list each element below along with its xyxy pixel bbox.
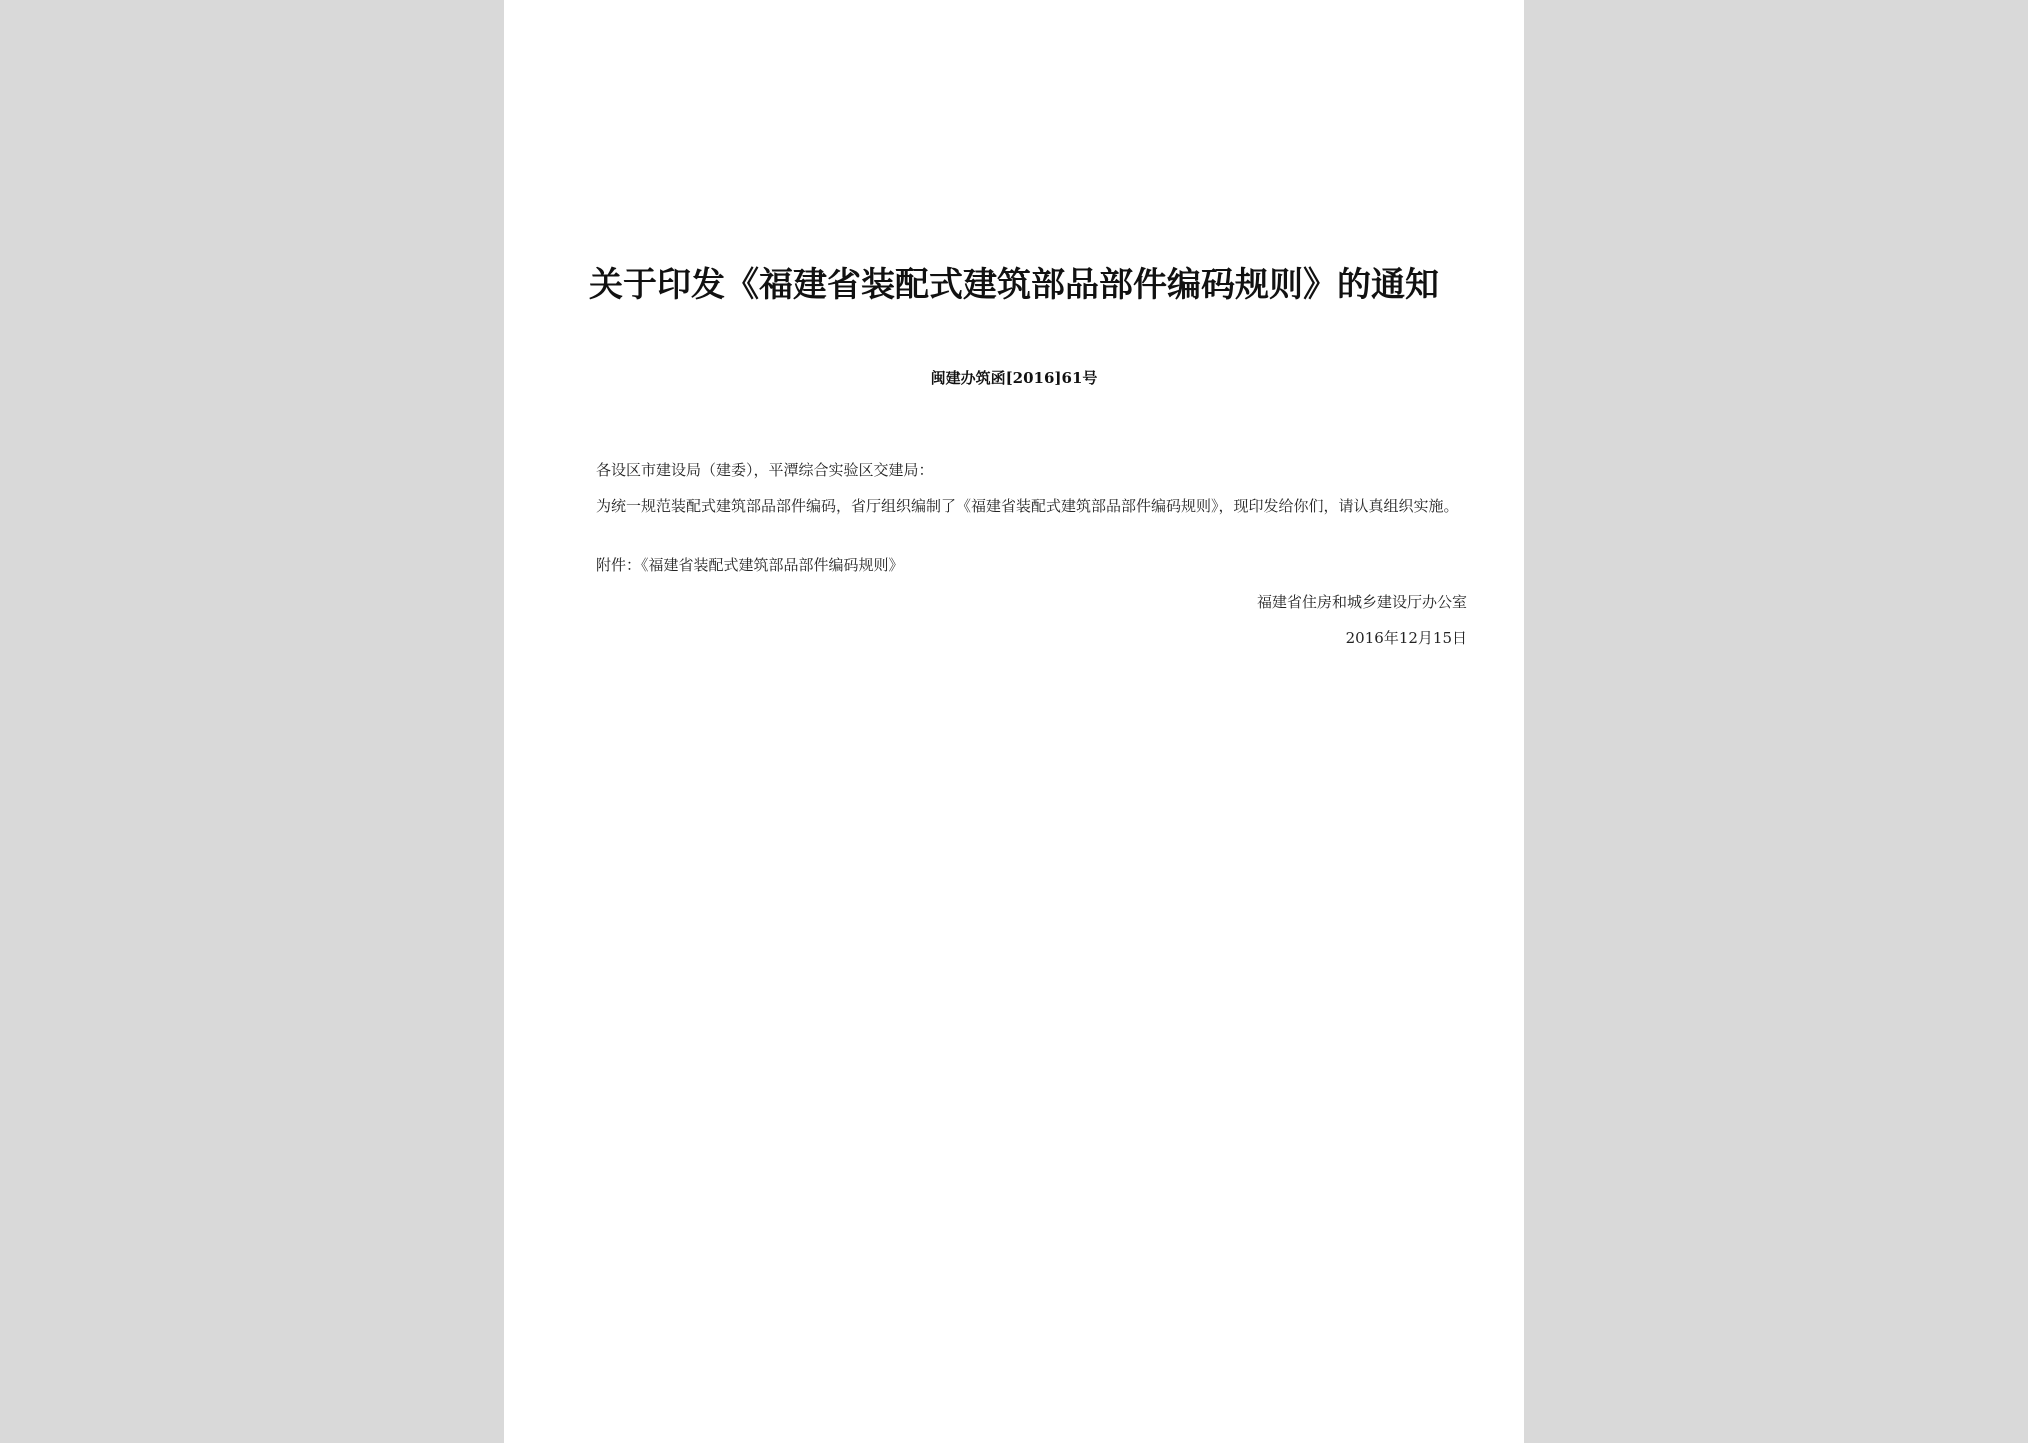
document-page (504, 0, 1524, 1443)
salutation: 各设区市建设局（建委），平潭综合实验区交建局： (596, 461, 934, 479)
issuer-signature: 福建省住房和城乡建设厅办公室 (1256, 593, 1467, 611)
issue-date: 2016年12月15日 (1345, 629, 1467, 647)
document-number: 闽建办筑函[2016]61号 (930, 369, 1098, 387)
attachment-line: 附件：《福建省装配式建筑部品部件编码规则》 (596, 556, 904, 574)
body-paragraph: 为统一规范装配式建筑部品部件编码，省厅组织编制了《福建省装配式建筑部品部件编码规则》，现印发给你们，请认真组织实施。 (596, 497, 1459, 515)
document-title: 关于印发《福建省装配式建筑部品部件编码规则》的通知 (589, 265, 1439, 305)
